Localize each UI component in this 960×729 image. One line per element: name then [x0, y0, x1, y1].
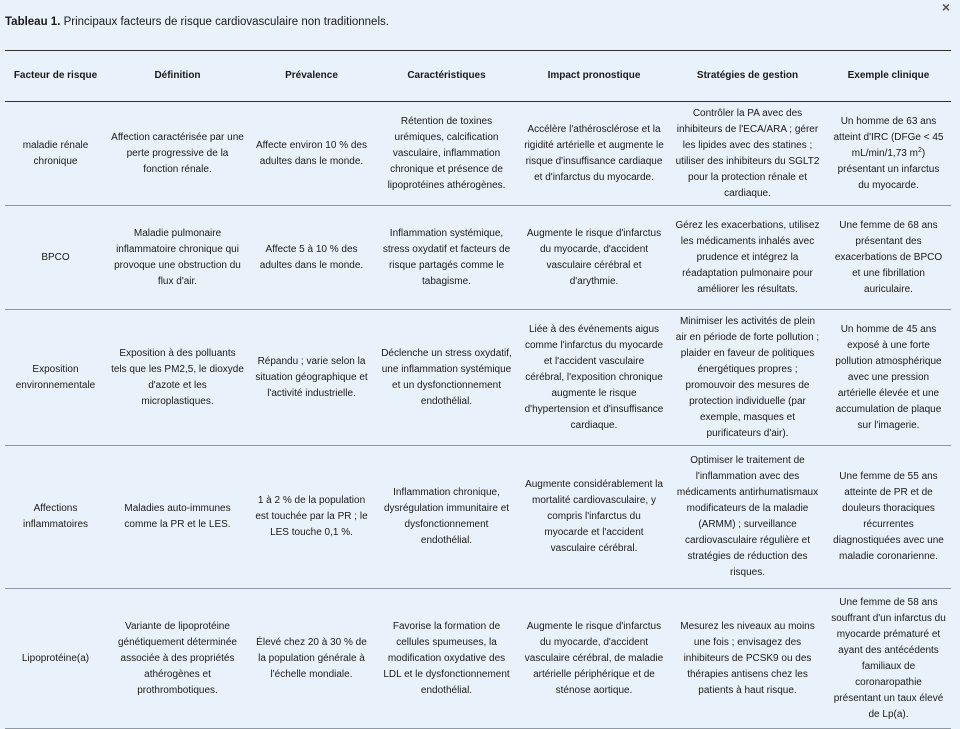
- cell-definition: Maladie pulmonaire inflammatoire chronique qui provoque une obstruction du flux d'air.: [114, 227, 241, 287]
- table-row: [5, 446, 951, 589]
- cell-definition: Maladies auto-immunes comme la PR et le LES.: [124, 503, 231, 530]
- cell-strategies: Contrôler la PA avec des inhibiteurs de l'ECA/ARA ; gérer les lipides avec des statines ; utiliser des inhibiteurs du SGLT2 pour la protection rénale et cardiaque.: [675, 107, 820, 199]
- cell-prevalence: 1 à 2 % de la population est touchée par la PR ; le LES touche 0,1 %.: [255, 495, 368, 538]
- cell-example: Une femme de 68 ans présentant des exacerbations de BPCO et une fibrillation auriculaire.: [834, 219, 943, 295]
- cell-characteristics: Inflammation systémique, stress oxydatif et facteurs de risque partagés comme le tabagisme.: [382, 227, 511, 287]
- cell-impact: Liée à des événements aigus comme l'infarctus du myocarde et l'accident vasculaire cérébral, l'exposition chronique augmente le risque d'hypertension et d'insuffisance cardiaque.: [524, 323, 664, 431]
- column-header-factor: Facteur de risque: [5, 51, 106, 102]
- table-row: [5, 310, 951, 446]
- column-header-example: Exemple clinique: [826, 51, 951, 102]
- column-header-strategies: Stratégies de gestion: [669, 51, 826, 102]
- table-caption: [5, 16, 389, 28]
- cell-factor: maladie rénale chronique: [22, 139, 89, 167]
- close-icon[interactable]: ×: [941, 0, 951, 15]
- cell-impact: Augmente le risque d'infarctus du myocarde, d'accident vasculaire cérébral, de maladie artérielle périphérique et de sténose aortique.: [524, 620, 664, 696]
- risk-factor-table: [5, 50, 951, 729]
- cell-factor: Lipoprotéine(a): [21, 652, 90, 664]
- cell-prevalence: Affecte 5 à 10 % des adultes dans le monde.: [259, 243, 364, 271]
- cell-strategies: Minimiser les activités de plein air en période de forte pollution ; plaider en faveur de politiques énergétiques propres ; promouvoir des mesures de protection individuelle (par exemple, masques et purificateurs d'air).: [675, 315, 820, 439]
- cell-characteristics: Rétention de toxines urémiques, calcification vasculaire, inflammation chronique et présence de lipoprotéines athérogènes.: [387, 115, 506, 191]
- cell-definition: Affection caractérisée par une perte progressive de la fonction rénale.: [111, 131, 244, 175]
- cell-characteristics: Inflammation chronique, dysrégulation immunitaire et dysfonctionnement endothélial.: [383, 487, 510, 546]
- table-row: [5, 589, 951, 729]
- cell-factor: Exposition environnementale: [15, 363, 96, 391]
- cell-impact: Augmente considérablement la mortalité cardiovasculaire, y compris l'infarctus du myocarde et l'accident vasculaire cérébral.: [525, 479, 663, 554]
- cell-example-text: Un homme de 63 ans atteint d'IRC (DFGe < 45 mL/min/1,73 m: [833, 115, 944, 159]
- column-header-definition: Définition: [106, 51, 249, 102]
- cell-definition: Variante de lipoprotéine génétiquement déterminée associée à des propriétés athérogènes et prothrombotiques.: [118, 620, 237, 696]
- column-header-characteristics: Caractéristiques: [374, 51, 519, 102]
- cell-prevalence: Affecte environ 10 % des adultes dans le monde.: [256, 139, 367, 167]
- cell-example: Une femme de 58 ans souffrant d'un infarctus du myocarde prématuré et ayant des antécédents familiaux de coronaropathie présentant un taux élevé de Lp(a).: [831, 596, 946, 720]
- table-row: [5, 102, 951, 206]
- cell-strategies: Optimiser le traitement de l'inflammation avec des médicaments antirhumatismaux modificateurs de la maladie (ARMM) ; surveillance cardiovasculaire régulière et stratégies de réduction des risques.: [676, 455, 819, 578]
- cell-definition: Exposition à des polluants tels que les PM2,5, le dioxyde d'azote et les microplastiques.: [111, 347, 244, 407]
- column-header-prevalence: Prévalence: [249, 51, 374, 102]
- table-header-row: [5, 51, 951, 102]
- caption-label: Tableau 1.: [5, 16, 61, 28]
- cell-strategies: Mesurez les niveaux au moins une fois ; envisagez des inhibiteurs de PCSK9 ou des thérapies antisens chez les patients à haut risque.: [680, 620, 815, 696]
- caption-text: Principaux facteurs de risque cardiovasculaire non traditionnels.: [60, 16, 389, 28]
- cell-example: Une femme de 55 ans atteinte de PR et de douleurs thoraciques récurrentes diagnostiquées avec une maladie coronarienne.: [833, 471, 944, 562]
- cell-factor: Affections inflammatoires: [22, 503, 89, 530]
- cell-prevalence: Élevé chez 20 à 30 % de la population générale à l'échelle mondiale.: [256, 636, 367, 680]
- cell-factor: BPCO: [41, 251, 70, 263]
- cell-characteristics: Favorise la formation de cellules spumeuses, la modification oxydative des LDL et le dysfonctionnement endothélial.: [383, 620, 510, 696]
- cell-impact: Accélère l'athérosclérose et la rigidité artérielle et augmente le risque d'insuffisance cardiaque et d'infarctus du myocarde.: [524, 123, 664, 183]
- cell-example: [826, 102, 951, 206]
- cell-characteristics: Déclenche un stress oxydatif, une inflammation systémique et un dysfonctionnement endothélial.: [381, 347, 512, 407]
- column-header-impact: Impact pronostique: [519, 51, 669, 102]
- cell-example-text-end: ) présentant un infarctus du myocarde.: [837, 147, 940, 191]
- table-row: [5, 206, 951, 310]
- cell-impact: Augmente le risque d'infarctus du myocarde, d'accident vasculaire cérébral et d'arythmie.: [526, 227, 662, 287]
- superscript: 2: [917, 146, 922, 154]
- cell-example: Un homme de 45 ans exposé à une forte pollution atmosphérique avec une pression artérielle élevée et une accumulation de plaque sur l'imagerie.: [835, 323, 942, 431]
- cell-strategies: Gérez les exacerbations, utilisez les médicaments inhalés avec prudence et intégrez la réadaptation pulmonaire pour améliorer les résultats.: [675, 219, 820, 295]
- cell-prevalence: Répandu ; varie selon la situation géographique et l'activité industrielle.: [255, 355, 368, 399]
